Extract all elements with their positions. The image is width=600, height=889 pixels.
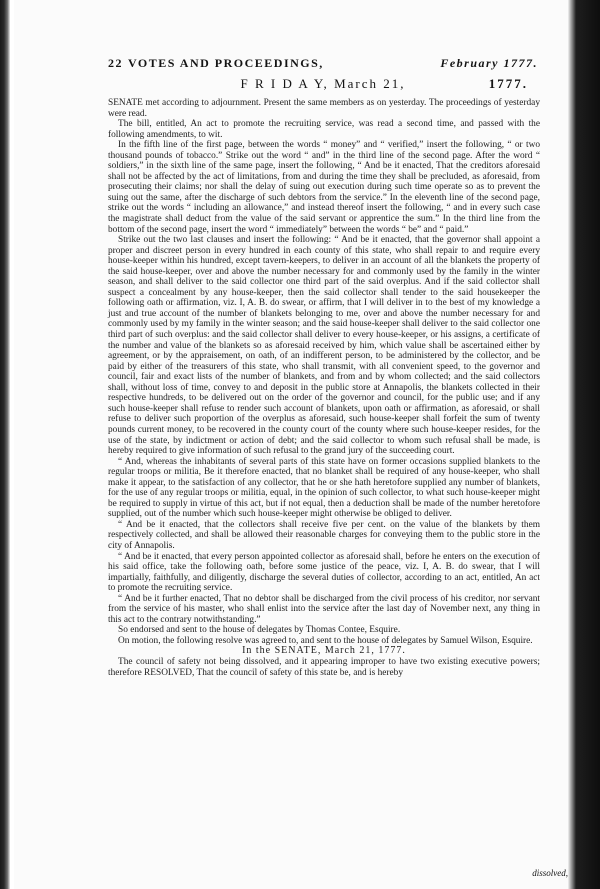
day-heading bbox=[108, 76, 538, 96]
closing-paragraph: The council of safety not being dissolved, and it appearing improper to have two existing executive powers; therefore RESOLVED, That the council of safety of this state be, and is hereby bbox=[108, 656, 540, 678]
catchword: dissolved, bbox=[532, 868, 568, 878]
paragraph: SENATE met according to adjournment. Present the same members as on yesterday. The proceedings of yesterday were read. bbox=[108, 98, 540, 119]
paragraph: “ And be it further enacted, That no debtor shall be discharged from the civil process of his creditor, nor servant from the service of his master, who shall enlist into the service after the last day of November next, any thing in this act to the contrary notwithstanding.” bbox=[108, 593, 540, 625]
day-year: 1777. bbox=[488, 76, 528, 91]
running-head-title: VOTES AND PROCEEDINGS, bbox=[128, 56, 324, 70]
paragraph: “ And, whereas the inhabitants of several parts of this state have on former occasions supplied blankets to the regular troops or militia, Be it therefore enacted, that no blanket shall be required of any house-keeper, who shall make it appear, to the satisfaction of any collector, that he or she hath heretofore supplied any number of blankets, for the use of any regular troops or militia, equal, in the opinion of such collector, to what such house-keeper might be required to supply in virtue of this act, but if not equal, then a deduction shall be made of the number heretofore supplied, out of the number which such house-keeper might otherwise be obliged to deliver. bbox=[108, 456, 540, 520]
paragraph: “ And be it enacted, that every person appointed collector as aforesaid shall, before he enters on the execution of his said office, take the following oath, before some justice of the peace, viz. I, A. B. do swear, that I will impartially, faithfully, and diligently, discharge the several duties of collector, according to an act, entitled, An act to promote the recruiting service. bbox=[108, 551, 540, 594]
day-date: March 21, bbox=[334, 76, 406, 91]
page-number: 22 bbox=[108, 56, 123, 70]
paragraph: “ And be it enacted, that the collectors shall receive five per cent. on the value of the blankets by them respectively collected, and shall be allowed their reasonable charges for conveying them to the public store in the city of Annapolis. bbox=[108, 519, 540, 551]
running-header bbox=[108, 56, 538, 74]
body-text bbox=[108, 98, 540, 678]
day-name: F R I D A Y, bbox=[240, 76, 329, 91]
running-head-date: February 1777. bbox=[440, 56, 538, 70]
paragraph: Strike out the two last clauses and insert the following: “ And be it enacted, that the governor shall appoint a proper and discreet person in every hundred in each county of this state, who shall repair to and require every house-keeper within his hundred, except tavern-keepers, to deliver in an account of all the blankets the property of the said house-keeper, over and above the number necessary for and commonly used by the family in the winter season, and shall deliver to the said collector one third part of the said overplus. And if the said collector shall suspect a concealment by any house-keeper, then the said collector shall tender to the said housekeeper the following oath or affirmation, viz. I, A. B. do swear, or affirm, that I will deliver in to the best of my knowledge a just and true account of the number of blankets belonging to me, over and above the number necessary for and commonly used by my family in the winter season; and the said house-keeper shall deliver to the said collector one third part of such overplus: and the said collector shall deliver to every house-keeper, or his assigns, a certificate of the number and value of the blankets so as aforesaid received by him, which value shall be ascertained either by agreement, or by the appraisement, on oath, of an indifferent person, to be administered by the collector, and be paid by either of the treasurers of this state, who shall transmit, with all convenient speed, to the governor and council, fair and exact lists of the number of blankets, and from and by whom collected; and the said collectors shall, without loss of time, convey to and deposit in the public store at Annapolis, the blankets collected in their respective hundreds, to be delivered out on the order of the governor and council, for the public use; and if any such house-keeper shall refuse to render such account of blankets, upon oath or affirmation, as aforesaid, or shall refuse to deliver such proportion of the overplus as aforesaid, such house-keeper shall forfeit the sum of twenty pounds current money, to be recovered in the county court of the county where such house-keeper resides, for the use of the state, by indictment or action of debt; and the said collector to whom such refusal shall be made, is hereby required to give information of such refusal to the grand jury of the succeeding court. bbox=[108, 235, 540, 457]
scan-left-edge bbox=[0, 0, 10, 889]
paragraph: So endorsed and sent to the house of delegates by Thomas Contee, Esquire. bbox=[118, 625, 401, 636]
paragraph: In the fifth line of the first page, between the words “ money” and “ verified,” insert the following, “ or two thousand pounds of tobacco.” Strike out the word “ and” in the third line of the second page. After the word “ soldiers,” in the sixth line of the same page, insert the following, “ And be it enacted, That the creditors aforesaid shall not be affected by the act of limitations, from and during the time they shall be precluded, as aforesaid, from prosecuting their claims; nor shall the delay of suing out execution during such time operate so as to prevent the suing out the same, after the discharge of such debtors from the service.” In the eleventh line of the second page, strike out the words “ including an allowance,” and instead thereof insert the following, “ and in every such case the magistrate shall deduct from the value of the said servant or apprentice the sum.” In the third line from the bottom of the second page, insert the word “ immediately” between the words “ be” and “ paid.” bbox=[108, 140, 540, 235]
senate-heading: In the SENATE, March 21, 1777. bbox=[242, 645, 406, 657]
scan-right-edge bbox=[568, 0, 600, 889]
paragraph: The bill, entitled, An act to promote the recruiting service, was read a second time, and passed with the following amendments, to wit. bbox=[108, 119, 540, 140]
paragraph: On motion, the following resolve was agreed to, and sent to the house of delegates by Samuel Wilson, Esquire. bbox=[118, 635, 533, 646]
